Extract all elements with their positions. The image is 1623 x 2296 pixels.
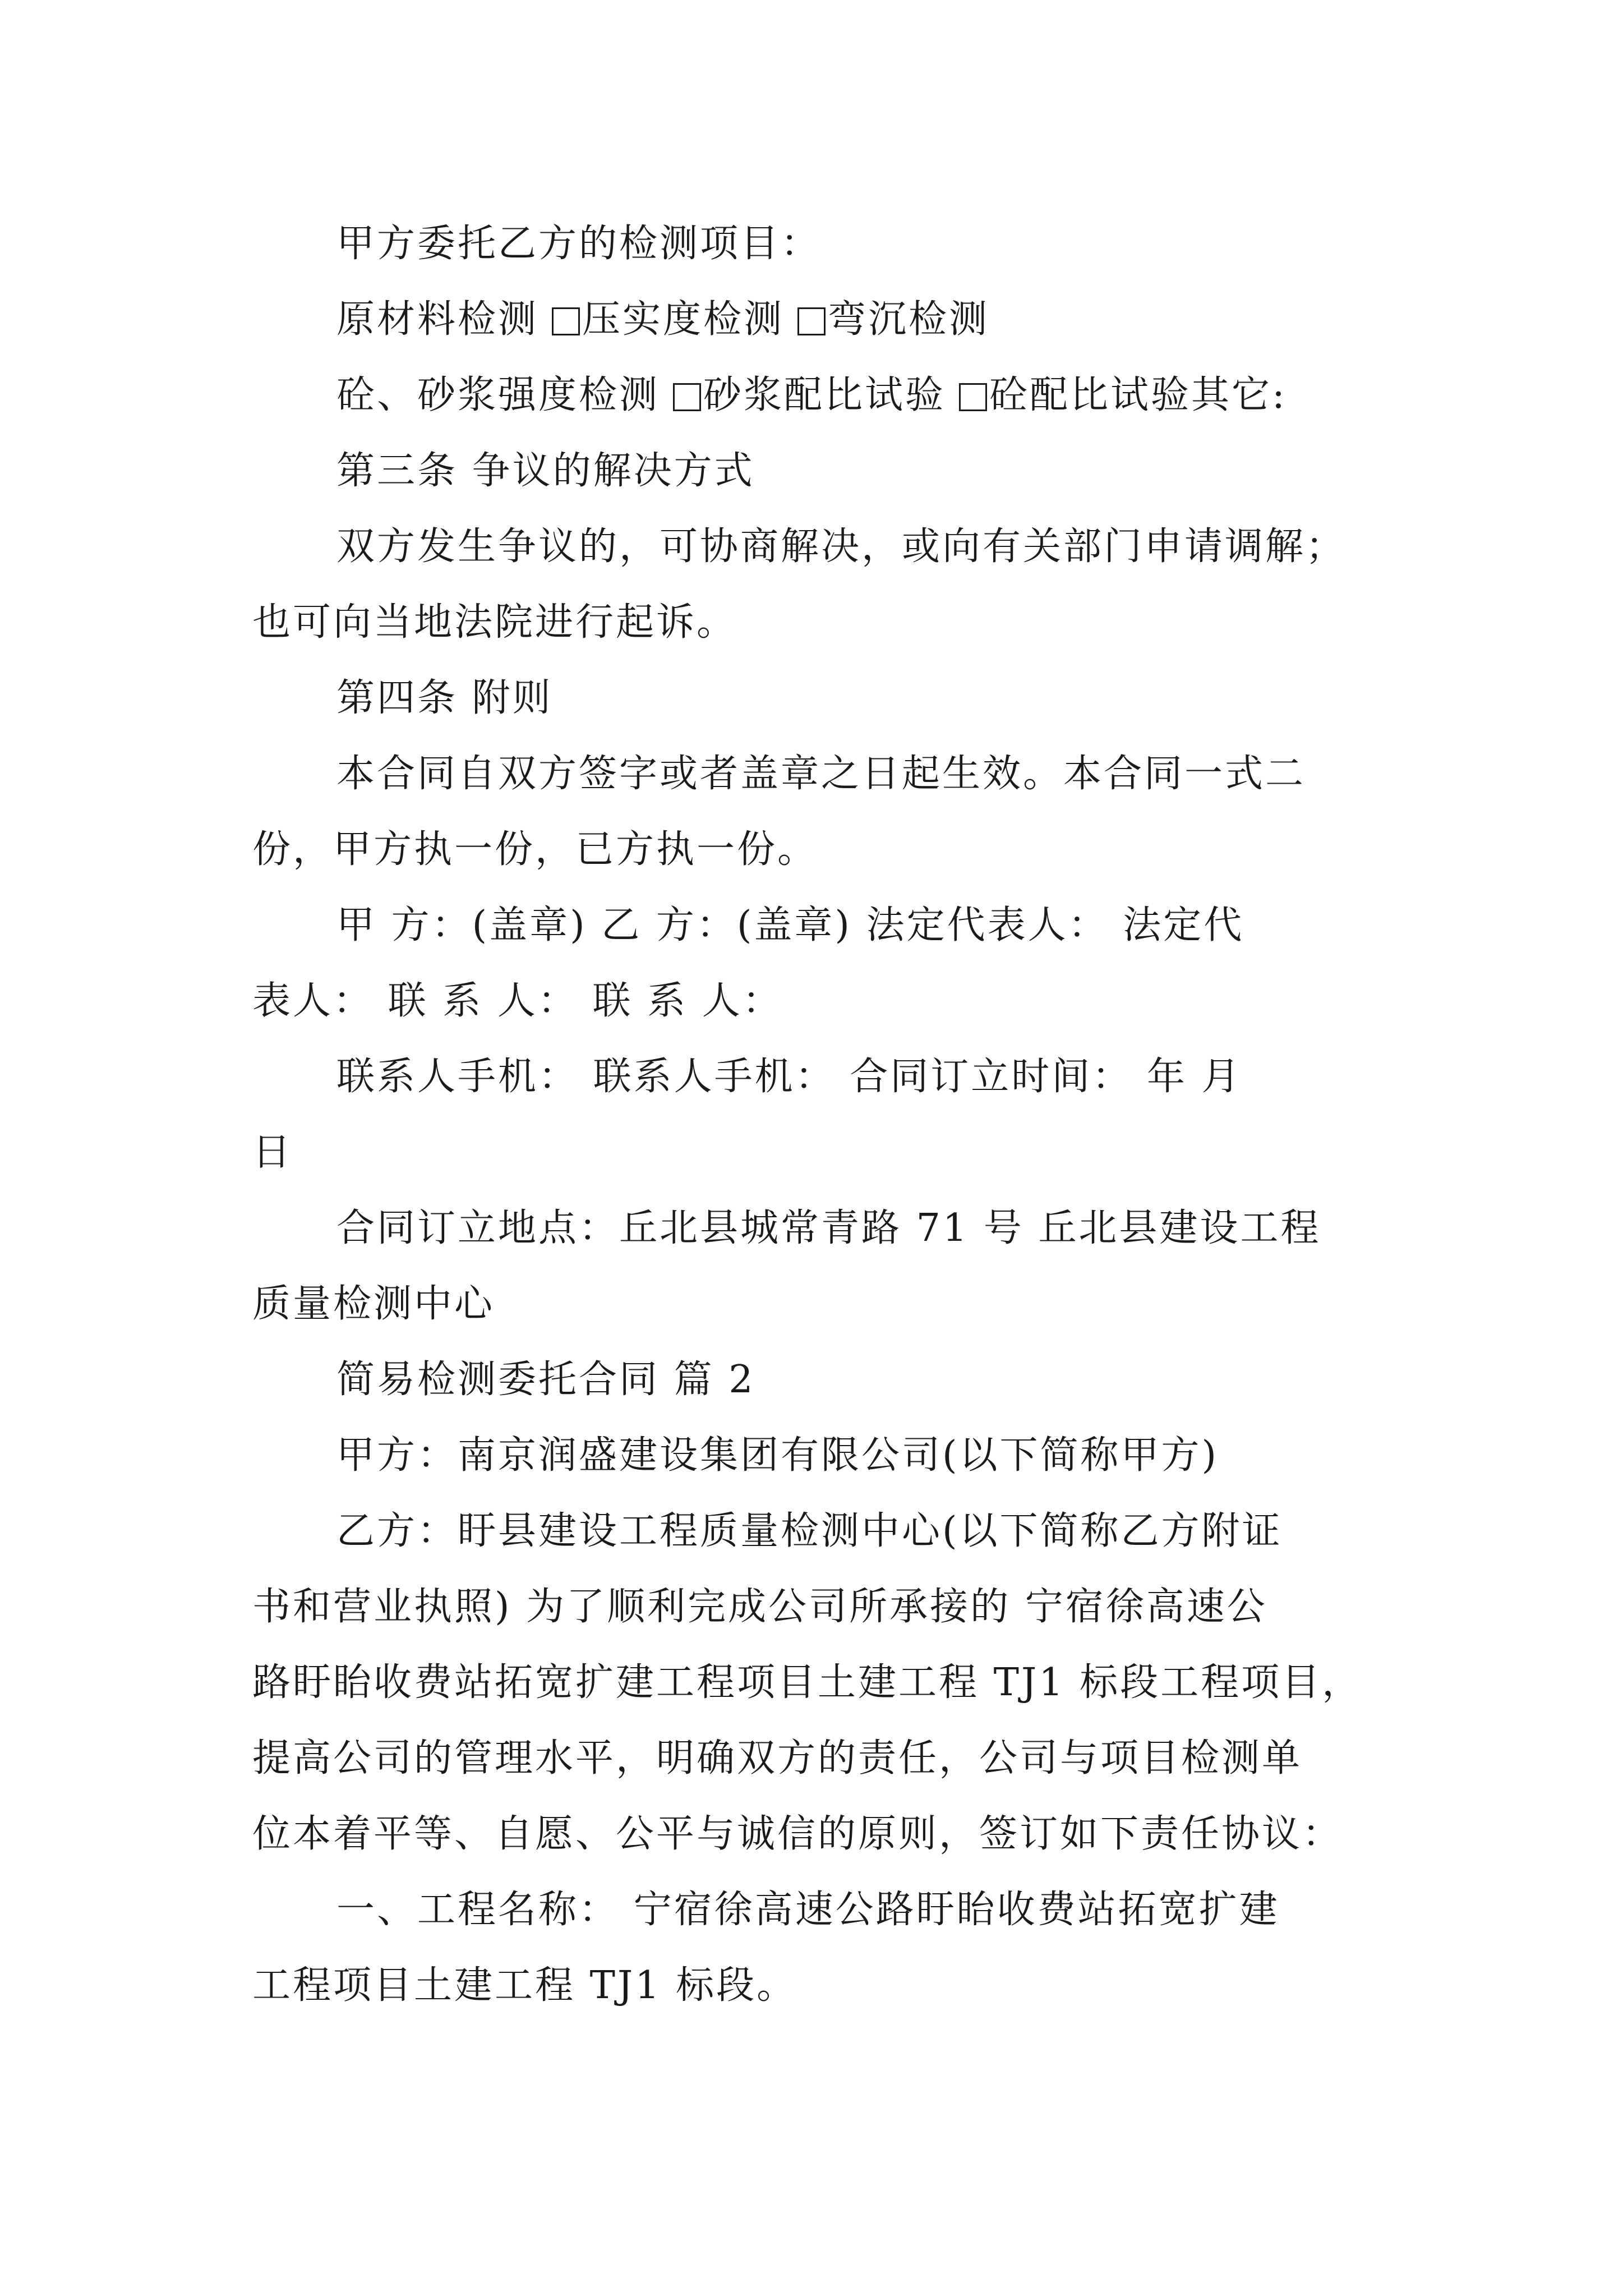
party-b-line-5: 位本着平等、自愿、公平与诚信的原则，签订如下责任协议： xyxy=(252,1812,1343,1856)
items-row-1 xyxy=(336,292,989,348)
article-4-title: 第四条 附则 xyxy=(336,676,553,720)
item-strength: 砼、砂浆强度检测 xyxy=(336,373,660,417)
item-concrete-mix: 砼配比试验其它: xyxy=(989,373,1287,417)
party-b-line-2: 书和营业执照) 为了顺利完成公司所承接的 宁宿徐高速公 xyxy=(252,1585,1267,1629)
signature-line-2: 表人： 联 系 人： 联 系 人： xyxy=(252,979,783,1023)
checkbox-deflection[interactable] xyxy=(797,307,826,335)
item-deflection: 弯沉检测 xyxy=(828,297,990,342)
article-3-title: 第三条 争议的解决方式 xyxy=(336,449,755,493)
contract-place-line-1: 合同订立地点：丘北县城常青路 71 号 丘北县建设工程 xyxy=(336,1206,1321,1250)
article-4-line-2: 份，甲方执一份，已方执一份。 xyxy=(252,827,818,872)
article-3-line-1: 双方发生争议的，可协商解决，或向有关部门申请调解； xyxy=(336,524,1347,569)
party-b-line-3: 路盱眙收费站拓宽扩建工程项目土建工程 TJ1 标段工程项目， xyxy=(252,1660,1363,1705)
checkbox-concrete-mix[interactable] xyxy=(959,383,987,411)
party-b-line-1: 乙方：盱县建设工程质量检测中心(以下简称乙方附证 xyxy=(336,1509,1283,1553)
item-compaction: 压实度检测 xyxy=(582,297,785,342)
item-raw-material: 原材料检测 xyxy=(336,297,539,342)
party-b-line-4: 提高公司的管理水平，明确双方的责任，公司与项目检测单 xyxy=(252,1736,1303,1780)
article-3-line-2: 也可向当地法院进行起诉。 xyxy=(252,600,737,645)
checkbox-compaction[interactable] xyxy=(552,307,580,335)
items-heading: 甲方委托乙方的检测项目： xyxy=(336,222,822,266)
article-4-line-1: 本合同自双方签字或者盖章之日起生效。本合同一式二 xyxy=(336,752,1306,796)
item-mortar-mix: 砂浆配比试验 xyxy=(703,373,946,417)
signature-line-1: 甲 方：(盖章) 乙 方：(盖章) 法定代表人： 法定代 xyxy=(336,903,1244,947)
project-name-line-1: 一、工程名称： 宁宿徐高速公路盱眙收费站拓宽扩建 xyxy=(336,1888,1280,1932)
items-row-2 xyxy=(336,367,1287,424)
checkbox-mortar-mix[interactable] xyxy=(673,383,701,411)
contact-phone-line-1: 联系人手机： 联系人手机： 合同订立时间： 年 月 xyxy=(336,1055,1242,1099)
party-a: 甲方：南京润盛建设集团有限公司(以下简称甲方) xyxy=(336,1433,1219,1478)
part-2-title: 简易检测委托合同 篇 2 xyxy=(336,1358,755,1402)
contact-phone-line-2: 日 xyxy=(252,1130,293,1175)
project-name-line-2: 工程项目土建工程 TJ1 标段。 xyxy=(252,1963,797,2008)
contract-place-line-2: 质量检测中心 xyxy=(252,1282,495,1326)
